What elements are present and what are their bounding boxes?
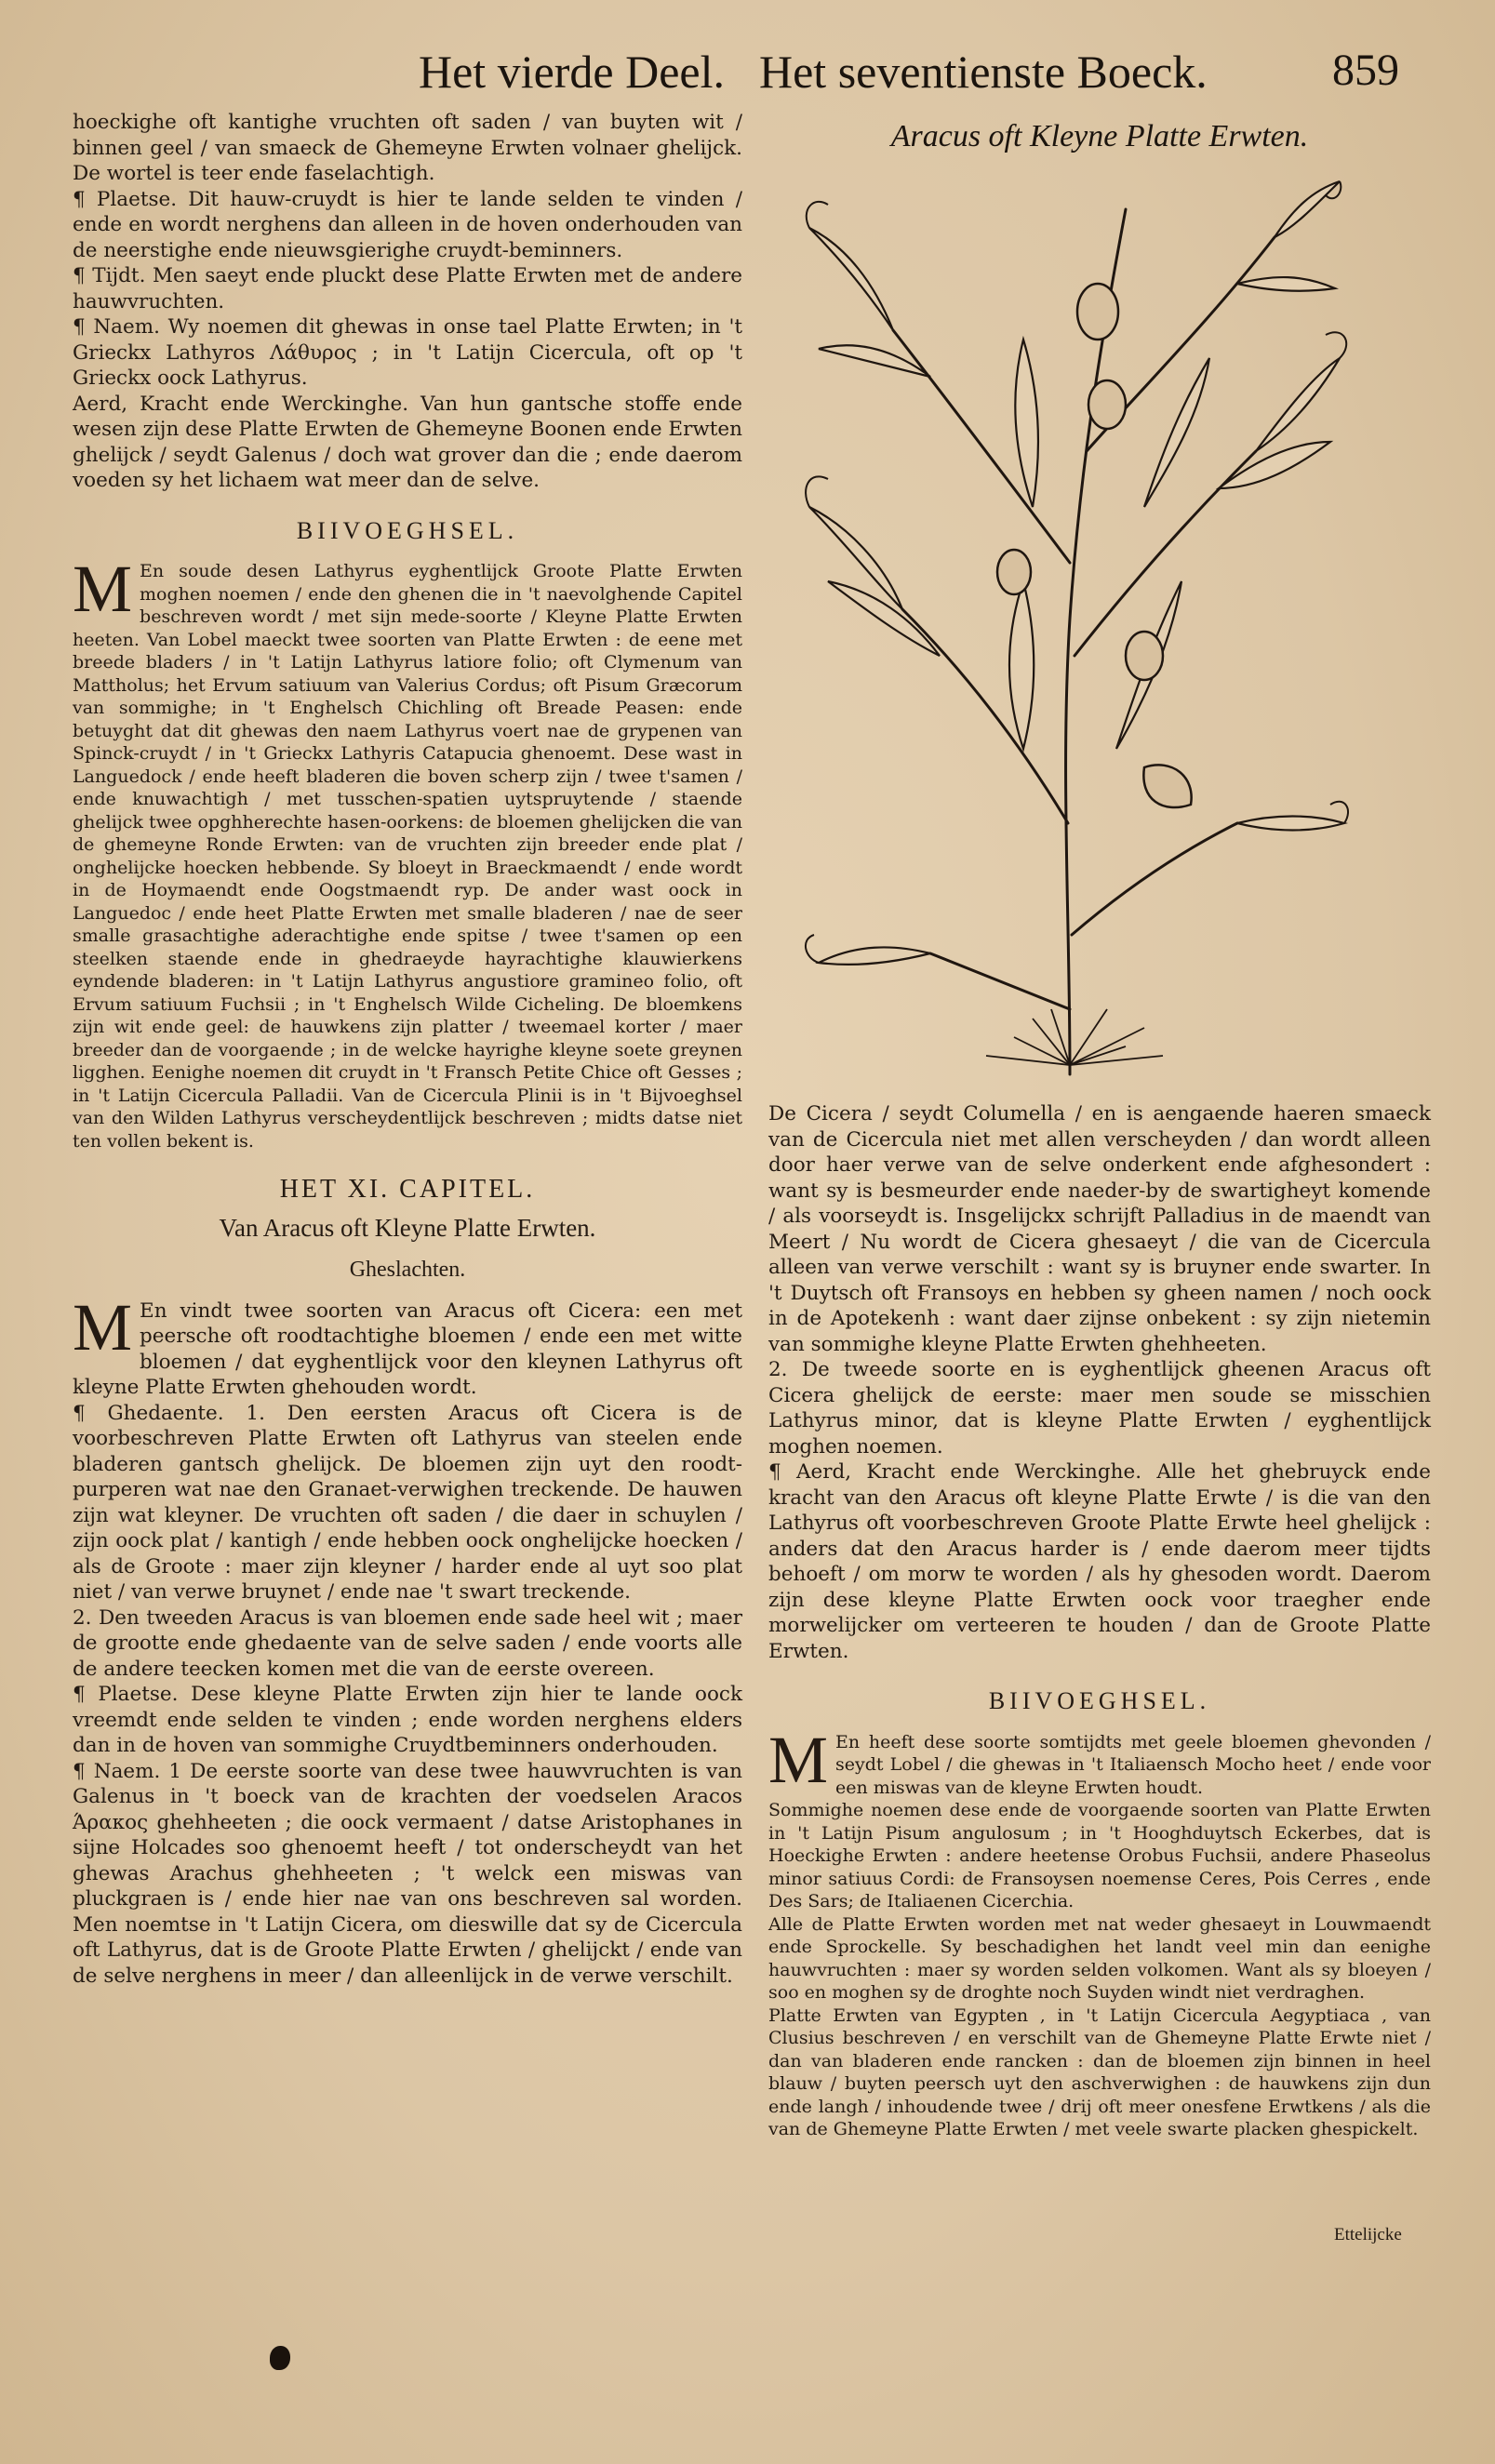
subsection-title-geslachten: Gheslachten. (349, 1258, 466, 1282)
page-number: 859 (1332, 46, 1399, 95)
section-title-bijvoeghsel: BIIVOEGHSEL. (988, 1687, 1211, 1714)
header-book: Het seventienste Boeck. (759, 46, 1208, 98)
drop-cap: M (73, 552, 133, 626)
paragraph: 2. De tweede soorte en is eyghentlijck gheenen Aracus oft Cicera ghelijck de eerste: maer men soude se misschien Lathyrus minor, dat is kleyne Platte Erwten / eyghentlijck moghen noemen. (768, 1358, 1431, 1458)
figure-caption: Aracus oft Kleyne Platte Erwten. (890, 119, 1309, 153)
bijvoeghsel-paragraph (768, 1722, 1431, 1800)
paragraph: Alle de Platte Erwten worden met nat weder ghesaeyt in Louwmaendt ende Sprockelle. Sy beschadighen het landt veel min dan eenighe hauwvruchten : maer sy worden selden volkomen. Want als sy bloeyen / soo en moghen sy de droghte noch Suyden windt niet verdraghen. (768, 1913, 1431, 2003)
chapter-title: HET XI. CAPITEL. (279, 1175, 536, 1204)
geslachten-text: En vindt twee soorten van Aracus oft Cicera: een met peersche oft roodtachtighe bloemen / ende een met witte bloemen / dat eyghentlijck voor den kleynen Lathyrus oft kleyne Platte Erwten ghehouden wordt. (73, 1299, 742, 1399)
bijvoeghsel-text: En heeft dese soorte somtijdts met geele bloemen ghevonden / seydt Lobel / die ghewas in 't Italiaensch Mocho heet / ende voor een miswas van de kleyne Erwten houdt. (835, 1731, 1431, 1798)
geslachten-paragraph (73, 1289, 742, 1401)
bijvoeghsel-paragraph (73, 552, 742, 1152)
bijvoeghsel-text: En soude desen Lathyrus eyghentlijck Groote Platte Erwten moghen noemen / ende den ghenen die in 't naevolghende Capitel beschreven wordt / met sijn mede-soorte / Kleyne Platte Erwten heeten. Van Lobel maeckt twee soorten van Platte Erwten : de eene met breede bladers / in 't Latijn Lathyrus latiore folio; oft Clymenum van Mattholus; het Ervum satiuum van Valerius Cordus; oft Pisum Græcorum van sommighe; in 't Enghelsch Chichling oft Breade Peasen: ende betuyght dat dit ghewas den naem Lathyrus voert nae de grypenen van Spinck-cruydt / in 't Grieckx Lathyris Catapucia ghenoemt. Dese wast in Languedock / ende heeft bladeren die boven scherp zijn / twee t'samen / ende knuwachtigh / met tusschen-spatien uytspruytende / staende ghelijck twee opghherechte hasen-oorkens: de bloemen ghelijcken die van de ghemeyne Ronde Erwten: van de vruchten zijn breeder ende plat / onghelijcke hoecken hebbende. Sy bloeyt in Braeckmaendt / ende wordt in de Hoymaendt ende Oogstmaendt ryp. De ander wast oock in Languedoc / ende heet Platte Erwten met smalle bladeren / nae de seer smalle grasachtighe aderachtighe ende spitse / twee t'samen op een steelken staende ende in ghedraeyde hayrachtighe klauwierkens eyndende bladeren: in 't Latijn Lathyrus angustiore gramineo folio, oft Ervum satiuum Fuchsii ; in 't Enghelsch Wilde Cicheling. De bloemkens zijn wit ende geel: de hauwkens zijn platter / tweemael korter / maer breeder dan de voorgaende ; in de welcke hayrighe kleyne soete greynen ligghen. Eenighe noemen dit cruydt in 't Fransch Petite Chice oft Gesses ; in 't Latijn Cicercula Palladii. Van de Cicercula Plinii is in 't Bijvoeghsel van den Wilden Lathyrus verscheydentlijck beschreven ; midts datse niet ten vollen bekent is. (73, 561, 742, 1152)
paragraph: Platte Erwten van Egypten , in 't Latijn Cicercula Aegyptiaca , van Clusius beschreven / en verschilt van de Ghemeyne Platte Erwte niet / dan van bladeren ende rancken : dan de bloemen zijn binnen in heel blauw / buyten peersch uyt den aschverwighen : de hauwkens zijn dun ende langh / inhoudende twee / drij oft meer onesfene Erwtkens / als die van de Ghemeyne Platte Erwten / met veele swarte placken ghespickelt. (768, 2004, 1431, 2139)
right-column (768, 1101, 1431, 2141)
paragraph: ¶ Plaetse. Dit hauw-cruydt is hier te lande selden te vinden / ende en wordt nerghens dan alleen in de hoven onderhouden van de neerstighe ende nieuwsgierighe cruydt-beminners. (73, 187, 742, 262)
paragraph: ¶ Ghedaente. 1. Den eersten Aracus oft Cicera is de voorbeschreven Platte Erwten oft Lathyrus van steelen ende bladeren gantsch ghelijck. De bloemen zijn uyt den roodt-purperen wat nae den Granaet-verwighen treckende. De hauwen zijn wat kleyner. De vruchten oft saden / die daer in schuylen / zijn oock plat / kantigh / ende hebben oock onghelijcke hoecken / als de Groote : maer zijn kleyner / harder ende al uyt soo plat niet / van verwe bruynet / ende nae 't swart treckende. (73, 1401, 742, 1604)
plant-woodcut-illustration (791, 172, 1349, 1088)
paragraph: ¶ Naem. 1 De eerste soorte van dese twee hauwvruchten is van Galenus in 't boeck van de krachten der voedselen Aracos Άρακος ghehheeten ; die oock vermaent / datse Aristophanes in sijne Holcades soo ghenoemt heeft / tot onderscheydt van het ghewas Arachus ghehheeten ; 't welck een miswas van pluckgraen is / ende hier nae van ons beschreven sal worden. Men noemtse in 't Latijn Cicera, om dieswille dat sy de Cicercula oft Lathyrus, dat is de Groote Platte Erwten / ghelijckt / ende van de selve nerghens in meer / dan alleenlijck in de verwe verschilt. (73, 1759, 742, 1988)
paragraph: 2. Den tweeden Aracus is van bloemen ende sade heel wit ; maer de grootte ende ghedaente van de selve saden / ende voorts alle de andere teecken komen met die van de eerste overeen. (73, 1605, 742, 1681)
paragraph: ¶ Plaetse. Dese kleyne Platte Erwten zijn hier te lande oock vreemdt ende selden te vinden ; ende worden nerghens elders dan in de hoven van sommighe Cruydtbeminners onderhouden. (73, 1683, 742, 1757)
drop-cap: M (73, 1289, 133, 1365)
paragraph: hoeckighe oft kantighe vruchten oft saden / van buyten wit / binnen geel / van smaeck de Ghemeyne Erwten volnaer ghelijck. De wortel is teer ende faselachtigh. (73, 111, 742, 185)
running-header (0, 37, 1495, 112)
paragraph: Sommighe noemen dese ende de voorgaende soorten van Platte Erwten in 't Latijn Pisum angulosum ; in 't Hooghduytsch Eckerbes, dat is Hoeckighe Erwten : andere heetense Orobus Fuchsii, andere Phaseolus minor satiuus Cordi: de Fransoysen noemense Ceres, Pois Cerres , ende Des Sars; de Italiaenen Cicerchia. (768, 1800, 1431, 1911)
section-title-bijvoeghsel: BIIVOEGHSEL. (296, 516, 519, 544)
paragraph: De Cicera / seydt Columella / en is aengaende haeren smaeck van de Cicercula niet met allen verscheyden / dan wordt alleen door haer verwe van de selve onderkent ende afghesondert : want sy is besmeurder ende naeder-by de swartigheyt komende / als voorseydt is. Insgelijckx schrijft Palladius in de maendt van Meert / Nu wordt de Cicera ghesaeyt / die van de Cicercula alleen van verwe verschilt : want sy is bruyner ende swarter. In 't Duytsch oft Fransoys en hebben sy gheen namen / noch oock in de Apotekenh : want daer zijnse onbekent : sy zijn nietemin van sommighe kleyne Platte Erwten ghehheeten. (768, 1102, 1431, 1356)
ink-blot (270, 2346, 290, 2370)
drop-cap: M (768, 1722, 829, 1797)
header-part: Het vierde Deel. (419, 46, 726, 98)
paragraph: Aerd, Kracht ende Werckinghe. Van hun gantsche stoffe ende wesen zijn dese Platte Erwten de Ghemeyne Boonen ende Erwten ghelijck / seydt Galenus / doch wat grover dan die ; ende daerom voeden sy het lichaem wat meer dan de selve. (73, 392, 742, 492)
paragraph: ¶ Naem. Wy noemen dit ghewas in onse tael Platte Erwten; in 't Grieckx Lathyros Λάθυρος ; in 't Latijn Cicercula, oft op 't Grieckx oock Lathyrus. (73, 315, 742, 390)
chapter-subtitle: Van Aracus oft Kleyne Platte Erwten. (219, 1213, 596, 1242)
paragraph: ¶ Aerd, Kracht ende Werckinghe. Alle het ghebruyck ende kracht van den Aracus oft kleyne Platte Erwte / is die van den Lathyrus oft voorbeschreven Groote Platte Erwte heel ghelijck : anders dat den Aracus harder is / ende daerom meer tijdts behoeft / om morw te worden / als hy ghesoden wordt. Daerom zijn dese kleyne Platte Erwten oock voor traegher ende morwelijcker om verteeren te houden / dan de Groote Platte Erwten. (768, 1460, 1431, 1663)
paragraph: ¶ Tijdt. Men saeyt ende pluckt dese Platte Erwten met de andere hauwvruchten. (73, 264, 742, 313)
catchword: Ettelijcke (1334, 2225, 1402, 2244)
left-column (73, 110, 742, 1989)
